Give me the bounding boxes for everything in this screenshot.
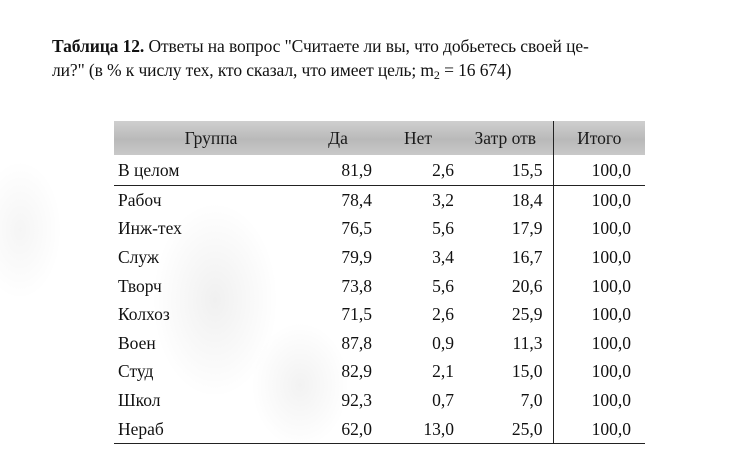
cell-total: 100,0 (553, 243, 645, 272)
cell-group: В целом (114, 155, 298, 186)
table-row (114, 386, 645, 415)
table-header-row (114, 121, 645, 155)
cell-group: Инж-тех (118, 218, 182, 239)
header-yes: Да (298, 121, 378, 155)
cell-no: 3,2 (432, 189, 454, 210)
cell-yes: 82,9 (341, 361, 372, 382)
cell-group: Служ (118, 246, 160, 267)
cell-total: 100,0 (553, 358, 645, 387)
table-row (114, 272, 645, 301)
cell-hard-to-say: 25,9 (511, 304, 543, 325)
data-table (114, 121, 645, 444)
cell-no: 13,0 (378, 415, 458, 444)
cell-hard-to-say: 17,9 (511, 218, 543, 239)
cell-group: Творч (118, 275, 162, 296)
table-row-overall (114, 155, 645, 186)
cell-yes: 78,4 (341, 189, 372, 210)
cell-hard-to-say: 15,5 (458, 155, 553, 186)
cell-yes: 81,9 (298, 155, 378, 186)
cell-total: 100,0 (553, 186, 645, 215)
cell-total: 100,0 (553, 300, 645, 329)
caption-text-line1: Ответы на вопрос "Считаете ли вы, что добьетесь своей це- (144, 36, 589, 56)
cell-hard-to-say: 25,0 (458, 415, 553, 444)
cell-hard-to-say: 7,0 (520, 389, 543, 410)
cell-no: 2,1 (432, 361, 454, 382)
cell-hard-to-say: 20,6 (511, 275, 543, 296)
table-row (114, 415, 645, 444)
cell-yes: 76,5 (341, 218, 372, 239)
table-row (114, 186, 645, 215)
cell-total: 100,0 (553, 155, 645, 186)
data-table-container (114, 121, 645, 444)
table-row (114, 358, 645, 387)
cell-hard-to-say: 18,4 (511, 189, 543, 210)
cell-group: Воен (118, 332, 156, 353)
header-no: Нет (378, 121, 458, 155)
cell-total: 100,0 (553, 415, 645, 444)
caption-text-line2: ли?" (в % к числу тех, кто сказал, что имеет цель; m (52, 60, 434, 80)
caption-subscript: 2 (433, 68, 440, 82)
cell-total: 100,0 (553, 272, 645, 301)
cell-no: 2,6 (432, 304, 454, 325)
cell-no: 5,6 (432, 275, 454, 296)
cell-hard-to-say: 16,7 (511, 246, 543, 267)
header-group: Группа (114, 121, 298, 155)
cell-yes: 71,5 (341, 304, 372, 325)
table-row (114, 300, 645, 329)
cell-yes: 79,9 (341, 246, 372, 267)
cell-yes: 87,8 (341, 332, 372, 353)
caption-text-line2-end: = 16 674) (439, 60, 512, 80)
cell-no: 0,9 (432, 332, 454, 353)
cell-no: 0,7 (432, 389, 454, 410)
header-total: Итого (553, 121, 645, 155)
cell-hard-to-say: 11,3 (512, 332, 543, 353)
cell-no: 3,4 (432, 246, 454, 267)
table-row (114, 215, 645, 244)
cell-group: Студ (118, 361, 154, 382)
cell-group: Школ (118, 389, 161, 410)
table-row (114, 243, 645, 272)
cell-total: 100,0 (553, 329, 645, 358)
cell-group: Нераб (114, 415, 298, 444)
cell-yes: 62,0 (298, 415, 378, 444)
header-hard-to-say: Затр отв (458, 121, 553, 155)
cell-hard-to-say: 15,0 (511, 361, 543, 382)
caption-label: Таблица 12. (52, 36, 145, 56)
cell-group: Колхоз (118, 304, 170, 325)
cell-yes: 92,3 (341, 389, 372, 410)
cell-total: 100,0 (553, 386, 645, 415)
table-row (114, 329, 645, 358)
cell-group: Рабоч (118, 189, 162, 210)
table-caption (52, 34, 712, 87)
cell-yes: 73,8 (341, 275, 372, 296)
cell-total: 100,0 (553, 215, 645, 244)
cell-no: 2,6 (378, 155, 458, 186)
cell-no: 5,6 (432, 218, 454, 239)
